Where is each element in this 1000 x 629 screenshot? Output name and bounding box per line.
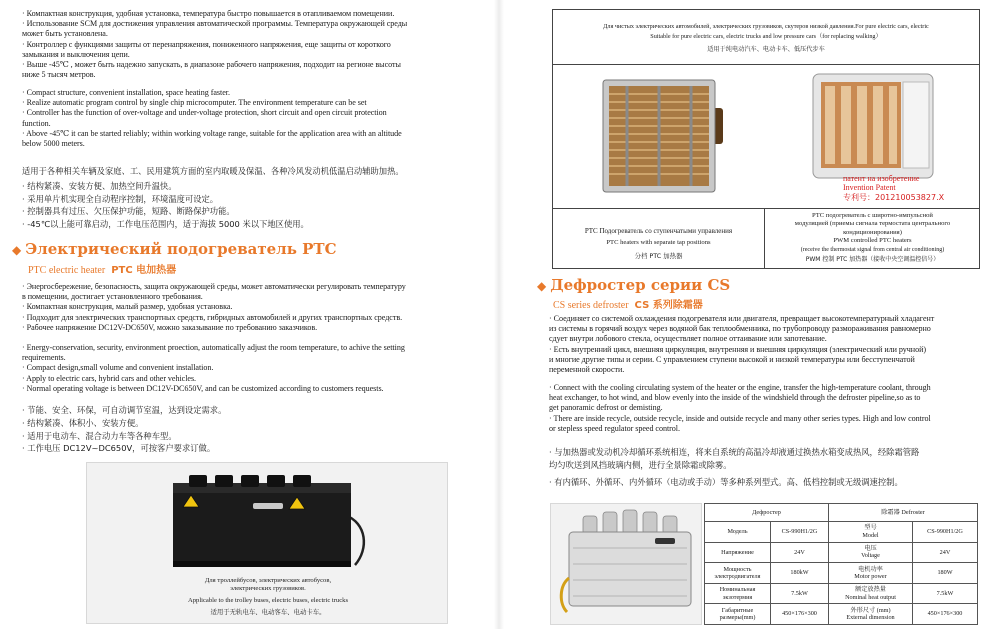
ptc-subtitle-en: PTC electric heater <box>28 265 106 276</box>
text-line: 适用于各种相关车辆及家庭、工、民用建筑方面的室内取暖及保温、各种冷风发动机低温启动辅助加热。 <box>22 166 404 176</box>
defroster-spec-table <box>704 503 978 625</box>
text-line: · Компактная конструкция, удобная установка, температура быстро повышается в отапливаемом помещении. <box>22 9 395 18</box>
text-line: · Соединяет со системой охлаждения подогревателя или двигателя, превращает высокотемпературный хладагент <box>549 314 935 323</box>
text-line: function. <box>22 118 51 128</box>
text-line: · Connect with the cooling circulating system of the heater or the engine, transfer the high-temperature coolant, through <box>549 383 931 392</box>
panel-header-line1: Для чистых электрических автомобилей, электрических грузовиков, скутеров низкой давления.For pure electric cars, electric <box>603 23 929 30</box>
table-cell: 24V <box>771 542 829 563</box>
cs-subtitle-zh: CS 系列除霜器 <box>634 300 703 311</box>
intro-en-block <box>22 88 402 149</box>
cap-right-5: (receive the thermostat signal from central air conditioning) <box>800 246 945 253</box>
text-line: · Есть внутренний цикл, внешняя циркуляция, внутренняя и внешняя циркуляция (электрический или ручной) <box>549 344 926 354</box>
text-line: ниже 5 тысяч метров. <box>22 70 96 80</box>
text-line: может быть установлена. <box>22 29 108 39</box>
table-cell: Модель <box>705 522 771 543</box>
table-cell: 180kW <box>771 563 829 584</box>
ptc-title: Электрический подогреватель PTC <box>25 240 337 258</box>
text-line: · Контроллер с функциями защиты от перенапряжения, пониженного напряжения, еще защиты от короткого <box>22 39 391 49</box>
cap-right-2: модуляцией (приемы сигнала термостата центрального <box>794 220 951 228</box>
left-page <box>0 0 490 629</box>
table-cell: 450×176×300 <box>771 604 829 625</box>
table-cell: CS-990H1/2G <box>913 522 978 543</box>
text-line: из системы в горячий воздух через водяной бак теплообменника, по трубопроводу размораживания равномерно <box>549 324 931 334</box>
table-cell: Напряжение <box>705 542 771 563</box>
text-line: 均匀吹送到风挡玻璃内侧，进行全景除霜或除雾。 <box>549 459 732 470</box>
text-line: heat exchanger, to hot wind, and blow evenly into the inside of the windshield through the defroster pipeline,so as to <box>549 393 921 403</box>
cs-ru-block <box>549 314 934 375</box>
ptc-heater-pwm-image <box>803 70 953 190</box>
text-line: · -45℃以上能可靠启动，工作电压范围内，适于海拔 5000 米以下地区使用。 <box>22 219 309 230</box>
ptc-section-heading <box>12 240 337 259</box>
cs-en-block <box>549 383 931 434</box>
text-line: · 采用单片机实现全自动程序控制，环境温度可设定。 <box>22 193 219 204</box>
table-cell: CS-990H1/2G <box>771 522 829 543</box>
patent-ru: патент на изобретение <box>843 174 920 183</box>
table-header-left: Дефростер <box>705 504 829 522</box>
caption-en: Applicable to the trolley buses, electric buses, electric trucks <box>187 596 349 604</box>
text-line: · Использование SCM для достижения управления автоматической программы. Температура окружающей среды <box>22 19 408 29</box>
cap-right-3: кондиционирования) <box>843 228 902 236</box>
table-header-row <box>705 504 978 522</box>
text-line: · Компактная конструкция, малый размер, удобная установка. <box>22 302 233 312</box>
page-gutter <box>494 0 504 629</box>
patent-number: 专利号：201210053827.X <box>843 193 945 202</box>
text-line: · Выше -45℃ , может быть надежно запускать, в диапазоне рабочего напряжения, подходит на регионе высоты <box>22 60 401 70</box>
text-line: сдует внутри лобового стекла, осуществляет полное оттаивание или запотевание. <box>549 334 827 344</box>
table-cell: 型号 Model <box>829 522 913 543</box>
cap-left-zh: 分档 PTC 加热器 <box>634 251 683 260</box>
caption-pwm-cell <box>766 209 979 269</box>
text-line: · 适用于电动车、混合动力车等各种车型。 <box>22 430 177 441</box>
text-line: · 控制器具有过压、欠压保护功能，短路、断路保护功能。 <box>22 206 235 217</box>
diamond-icon: ◆ <box>537 279 547 293</box>
text-line: · Рабочее напряжение DC12V-DC650V, можно заказывание по требованию заказчиков. <box>22 322 318 332</box>
ptc-zh-block <box>22 404 226 455</box>
cap-left-ru: PTC Подогреватель со ступенчатыми управления <box>584 227 733 235</box>
intro-ru-block <box>22 9 407 80</box>
cs-section-heading <box>537 276 730 295</box>
trolley-heater-photo-panel <box>86 462 448 624</box>
intro-zh-block <box>22 165 404 231</box>
table-cell: 24V <box>913 542 978 563</box>
text-line: · Подходит для электрических транспортных средств, гибридных автомобилей и других транспортных средств. <box>22 312 403 322</box>
table-row <box>705 583 978 604</box>
defroster-photo <box>550 503 702 625</box>
text-line: переменной скорости. <box>549 365 625 375</box>
trolley-caption <box>87 577 449 616</box>
panel-captions-row <box>553 208 979 268</box>
text-line: · 有内循环、外循环、内外循环（电动或手动）等多种系列型式。高、低档控制或无级调速控制。 <box>549 476 903 487</box>
caption-ru-1: Для троллейбусов, электрических автобусов, <box>204 577 332 584</box>
text-line: · Compact design,small volume and convenient installation. <box>22 363 214 373</box>
text-line: below 5000 meters. <box>22 139 85 149</box>
panel-header-line3: 适用于纯电动汽车、电动卡车、低压代步车 <box>707 46 825 53</box>
diamond-icon: ◆ <box>12 243 22 257</box>
table-cell: Габаритные размеры(mm) <box>705 604 771 625</box>
table-cell: Мощность электродвигателя <box>705 563 771 584</box>
cap-right-1: PTC подогреватель с широтно-импульсной <box>812 212 933 219</box>
table-row <box>705 604 978 625</box>
cs-zh-block <box>549 446 919 488</box>
text-line: · Above -45℃ it can be started reliably; within working voltage range, suitable for the application area with an altitude <box>22 128 402 138</box>
ptc-subtitle <box>28 261 176 276</box>
table-cell: 7.5kW <box>771 583 829 604</box>
text-line: · Compact structure, convenient installation, space heating faster. <box>22 88 230 97</box>
patent-en: Invention Patent <box>843 183 896 192</box>
table-row <box>705 522 978 543</box>
cs-title: Дефростер серии CS <box>550 276 731 294</box>
cap-right-zh: PWM 控制 PTC 加热器（接收中央空调温控信号） <box>805 256 940 264</box>
text-line: и многие другие типы и серии. С управлением ступени высокой и низкой температуры или бесступенчатой <box>549 354 915 364</box>
table-cell: 7.5kW <box>913 583 978 604</box>
cap-left-en: PTC heaters with separate tap positions <box>606 239 711 247</box>
table-cell: 电压 Voltage <box>829 542 913 563</box>
ptc-heaters-panel <box>552 9 980 269</box>
table-row <box>705 542 978 563</box>
text-line: or stepless speed regulator speed control. <box>549 423 680 433</box>
cs-subtitle-en: CS series defroster <box>553 300 629 311</box>
caption-ru-2: электрических грузовиков. <box>230 585 306 593</box>
table-header-right: 除霜器 Defroster <box>829 504 978 522</box>
patent-note <box>843 174 944 203</box>
ptc-en-block <box>22 343 405 394</box>
table-cell: 180W <box>913 563 978 584</box>
table-row <box>705 563 978 584</box>
text-line: · Энергосбережение, безопасность, защита окружающей среды, может автоматически регулировать температуру <box>22 282 406 291</box>
text-line: · 结构紧凑、体积小、安装方便。 <box>22 417 144 428</box>
ptc-heater-tap-image <box>583 70 773 210</box>
caption-tap-cell <box>553 209 765 269</box>
panel-header <box>553 10 979 65</box>
table-cell: Номинальная экзотермия <box>705 583 771 604</box>
text-line: · There are inside recycle, outside recycle, inside and outside recycle and many other series types. High and low control <box>549 413 931 423</box>
text-line: requirements. <box>22 353 66 363</box>
text-line: замыкания и выключения цепи. <box>22 49 130 59</box>
ptc-subtitle-zh: PTC 电加热器 <box>111 265 177 276</box>
text-line: · Energy-conservation, security, environment proection, automatically adjust the room temperature, to achive the setting <box>22 343 405 352</box>
caption-zh: 适用于无轨电车、电动客车、电动卡车。 <box>210 608 326 617</box>
text-line: · 与加热器或发动机冷却循环系统相连，将来自系统的高温冷却液通过换热水箱变成热风，经除霜管路 <box>549 447 920 457</box>
cap-right-4: PWM controlled PTC heaters <box>833 237 912 245</box>
table-cell: 额定放热量 Nominal heat output <box>829 583 913 604</box>
panel-header-line2: Suitable for pure electric cars, electric trucks and low pressure cars（for replacing walking） <box>650 33 882 40</box>
heater-box-image <box>155 471 375 579</box>
text-line: · Normal operating voltage is between DC12V-DC650V, and can be customized according to customers requests. <box>22 383 384 393</box>
table-cell: 外形尺寸 (mm) External dimension <box>829 604 913 625</box>
text-line: get panoramic defrost or demisting. <box>549 403 663 413</box>
cs-subtitle <box>553 296 703 311</box>
text-line: · 节能、安全、环保，可自动调节室温，达到设定需求。 <box>22 405 227 415</box>
text-line: · Apply to electric cars, hybrid cars and other vehicles. <box>22 373 197 383</box>
right-page <box>505 0 1000 629</box>
text-line: · 结构紧凑、安装方便、加热空间升温快。 <box>22 180 177 191</box>
ptc-ru-block <box>22 282 406 333</box>
table-cell: 450×176×300 <box>913 604 978 625</box>
text-line: · Controller has the function of over-voltage and under-voltage protection, short circuit and open circuit protection <box>22 108 387 118</box>
defroster-image <box>555 508 699 622</box>
text-line: в помещении, достигает установленного требования. <box>22 292 203 302</box>
text-line: · 工作电压 DC12V~DC650V，可按客户要求订做。 <box>22 443 216 454</box>
table-cell: 电机功率 Motor power <box>829 563 913 584</box>
text-line: · Realize automatic program control by single chip microcomputer. The environment temperature can be set <box>22 98 367 108</box>
